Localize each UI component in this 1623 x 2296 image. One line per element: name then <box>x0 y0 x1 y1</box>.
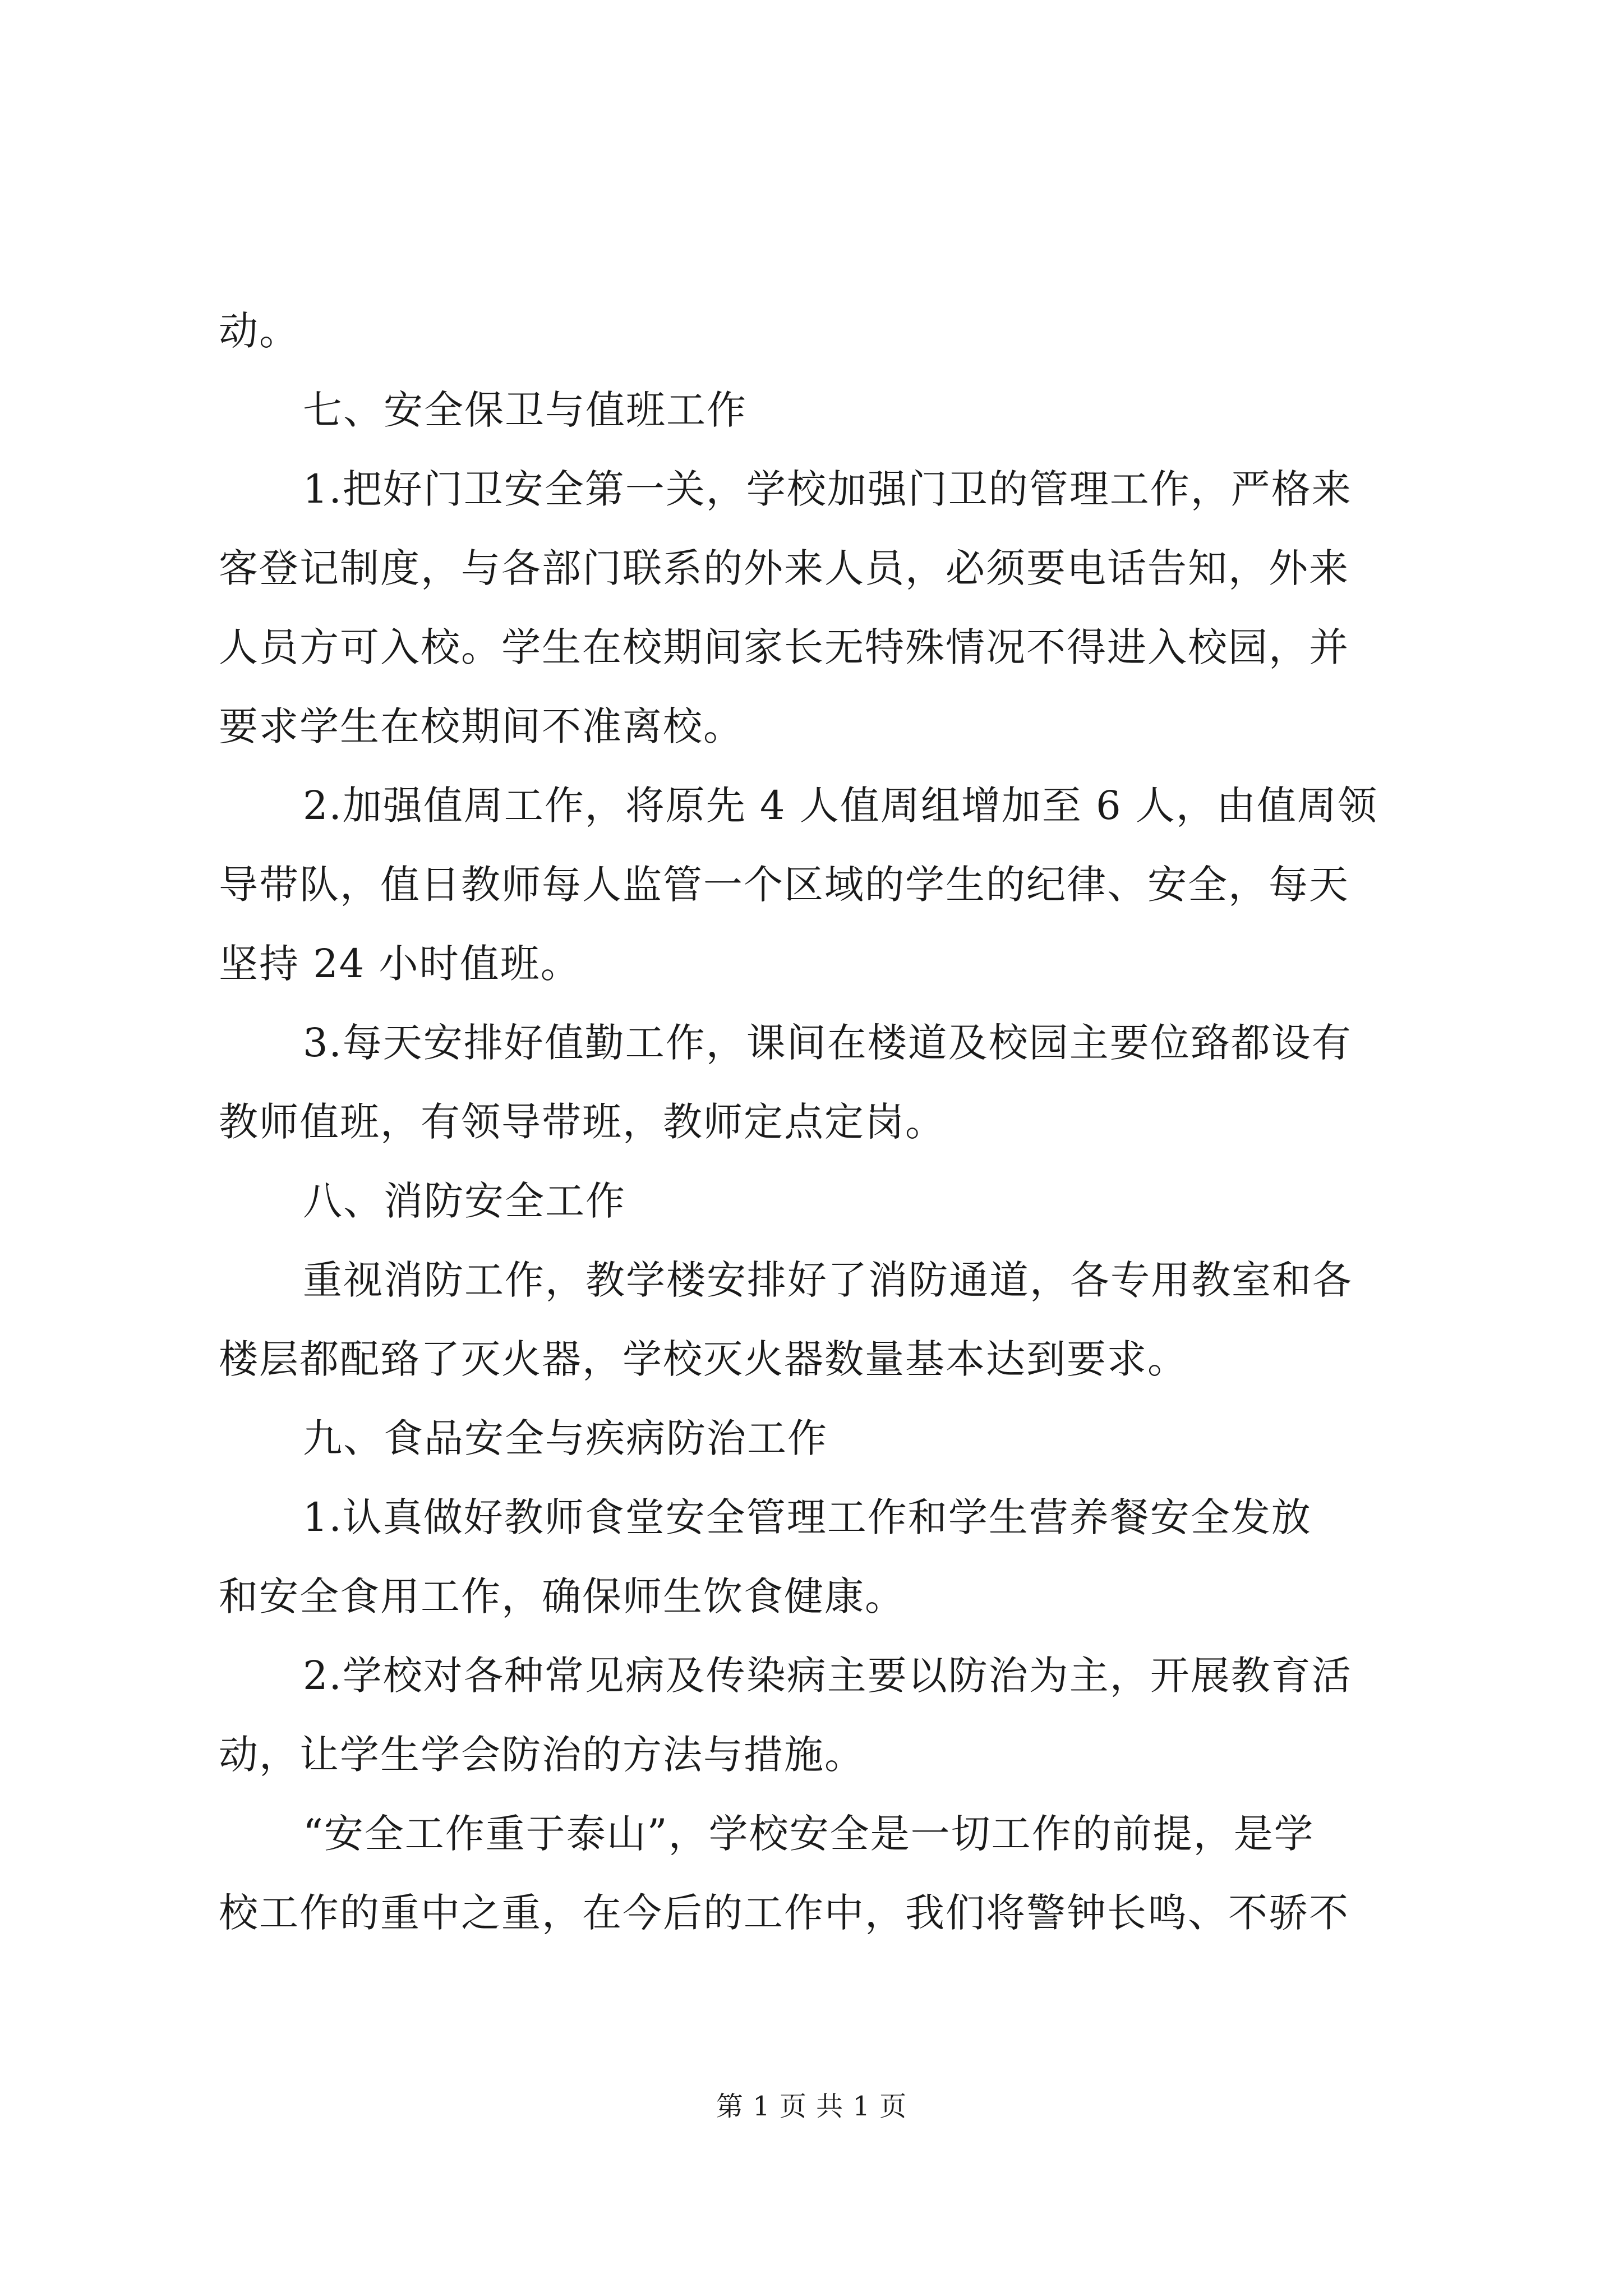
text-line: 和安全食用工作，确保师生饮食健康。 <box>219 1573 905 1619</box>
text-line: 1.认真做好教师食堂安全管理工作和学生营养餐安全发放 <box>303 1494 1312 1540</box>
text-line: 2.加强值周工作，将原先 4 人值周组增加至 6 人，由值周领 <box>303 783 1378 829</box>
text-line: 客登记制度，与各部门联系的外来人员，必须要电话告知，外来 <box>219 545 1349 591</box>
text-line: 楼层都配臵了灭火器，学校灭火器数量基本达到要求。 <box>219 1336 1188 1382</box>
text-line: 3.每天安排好值勤工作，课间在楼道及校园主要位臵都设有 <box>303 1020 1352 1066</box>
text-line: 动，让学生学会防治的方法与措施。 <box>219 1732 865 1778</box>
text-line: 重视消防工作，教学楼安排好了消防通道，各专用教室和各 <box>303 1257 1353 1303</box>
document-body <box>219 292 1419 1953</box>
text-line: 导带队，值日教师每人监管一个区域的学生的纪律、安全，每天 <box>219 862 1349 908</box>
text-line: “安全工作重于泰山”，学校安全是一切工作的前提，是学 <box>303 1811 1315 1857</box>
text-line: 坚持 24 小时值班。 <box>219 941 581 987</box>
text-line: 校工作的重中之重，在今后的工作中，我们将警钟长鸣、不骄不 <box>219 1890 1349 1936</box>
text-line: 教师值班，有领导带班，教师定点定岗。 <box>219 1099 946 1145</box>
text-line: 七、安全保卫与值班工作 <box>303 387 747 433</box>
page-footer: 第 1 页 共 1 页 <box>716 2091 907 2122</box>
text-line: 九、食品安全与疾病防治工作 <box>303 1415 828 1461</box>
text-line: 要求学生在校期间不准离校。 <box>219 703 744 749</box>
text-line: 1.把好门卫安全第一关，学校加强门卫的管理工作，严格来 <box>303 466 1352 512</box>
text-line: 动。 <box>219 308 299 354</box>
text-line: 2.学校对各种常见病及传染病主要以防治为主，开展教育活 <box>303 1653 1352 1699</box>
text-line: 人员方可入校。学生在校期间家长无特殊情况不得进入校园，并 <box>219 624 1349 670</box>
text-line: 八、消防安全工作 <box>303 1178 626 1224</box>
